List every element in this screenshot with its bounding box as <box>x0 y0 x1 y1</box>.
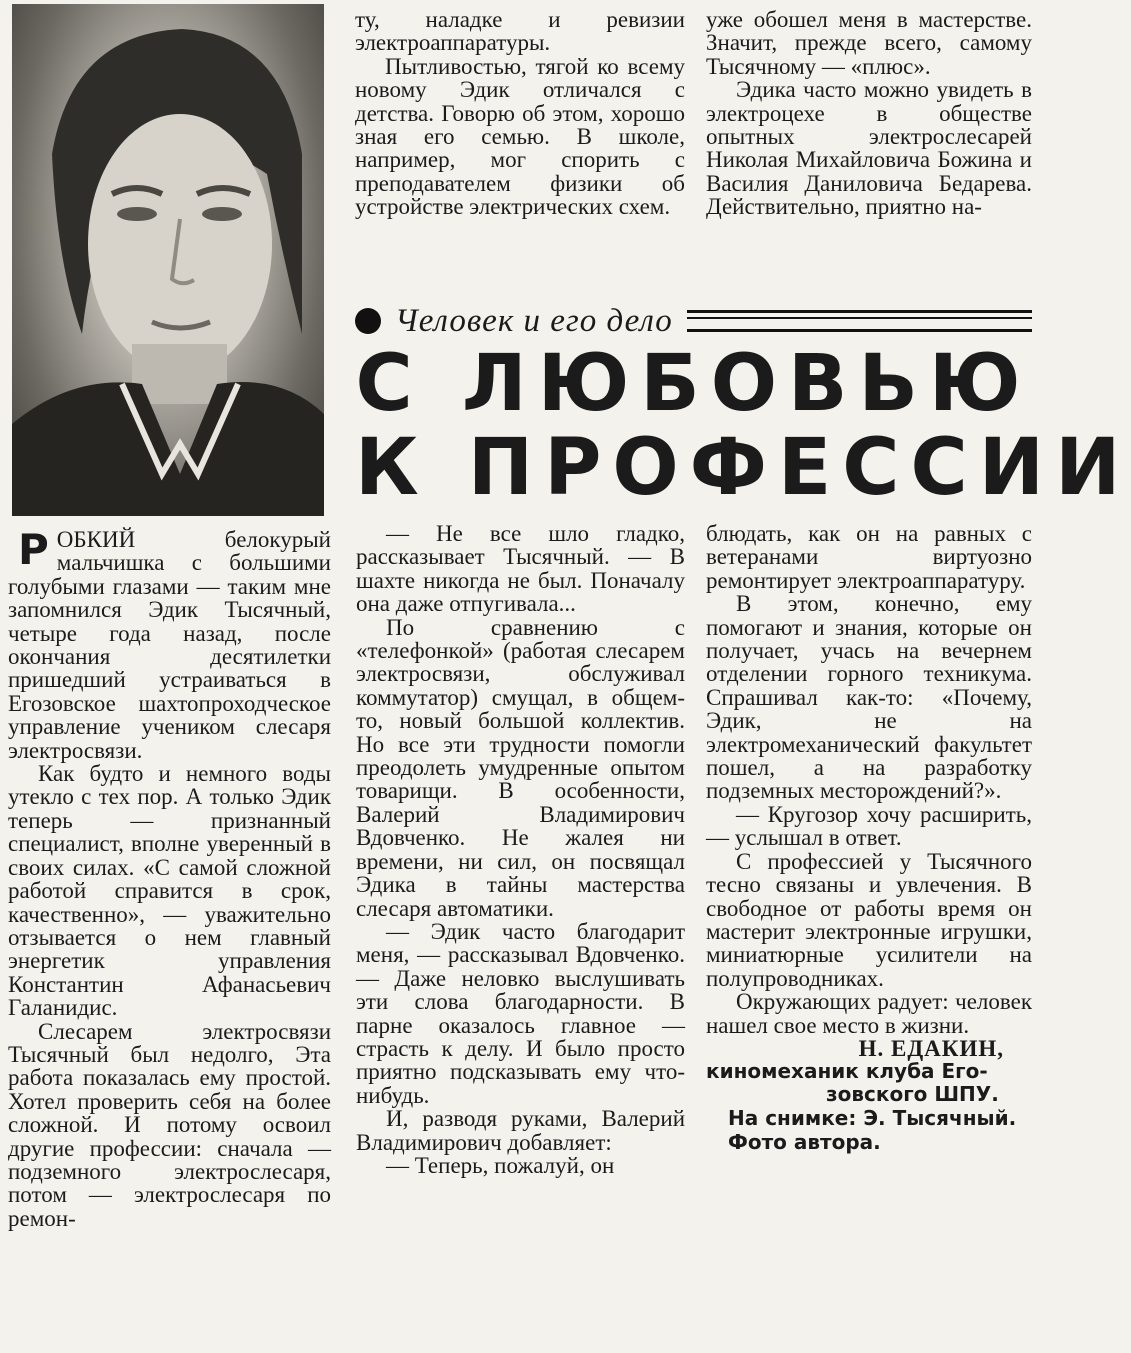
portrait-illustration <box>12 4 324 516</box>
paragraph: уже обошел меня в мастерстве. Значит, прежде всего, самому Тысячному — «плюс». <box>706 7 1032 79</box>
paragraph: Эдика часто можно увидеть в электроцехе в обществе опытных электрослесарей Николая Михайловича Божина и Василия Даниловича Бедарева. Действительно, приятно на- <box>706 77 1032 220</box>
photo-credit: Фото автора. <box>728 1130 881 1155</box>
paragraph: — Не все шло гладко, рассказывает Тысячный. — В шахте никогда не был. Поначалу она даже отпугивала... <box>356 521 685 617</box>
lead-text: ОБКИЙ белокурый мальчишка с большими голубыми глазами — таким мне запомнился Эдик Тысячный, четыре года назад, после окончания десятилетки пришедший устраиваться в Егозовское шахтопроходческое управление учеником слесаря электросвязи. <box>8 527 331 763</box>
paragraph: И, разводя руками, Валерий Владимирович добавляет: <box>356 1106 685 1155</box>
paragraph: — Кругозор хочу расширить, — услышал в ответ. <box>706 801 1032 851</box>
headline-line-2: К ПРОФЕССИИ <box>355 423 1131 513</box>
paragraph: По сравнению с «телефонкой» (работая слесарем электросвязи, обслуживал коммутатор) смущал, в общем-то, новый большой коллектив. Но все эти трудности помогли преодолеть умудренные опытом товарищи. В особенности, Валерий Владимирович Вдовченко. Не жалея ни времени, ни сил, он посвящал Эдика в тайны мастерства слесаря автоматики. <box>356 614 685 921</box>
headline-line-1: С ЛЮБОВЬЮ <box>355 339 1032 429</box>
author-signature: Н. ЕДАКИН, <box>858 1035 1004 1061</box>
article-column-3 <box>706 522 1032 1154</box>
portrait-photo <box>12 4 324 516</box>
paragraph: — Теперь, пожалуй, он <box>386 1152 615 1178</box>
article-column-top-2 <box>706 8 1032 219</box>
paragraph: В этом, конечно, ему помогают и знания, которые он получает, учась на вечернем отделении горного техникума. Спрашивал как-то: «Почему, Эдик, не на электромеханический факультет пошел, а на разработку подземных месторождений?». <box>706 591 1032 804</box>
rule-lines <box>687 310 1032 332</box>
rubric-label: Человек и его дело <box>395 302 673 339</box>
article-column-2 <box>356 522 685 1177</box>
paragraph: блюдать, как он на равных с ветеранами виртуозно ремонтирует электроаппаратуру. <box>706 521 1032 593</box>
drop-cap: Р <box>18 525 49 574</box>
paragraph: Пытливостью, тягой ко всему новому Эдик отличался с детства. Говорю об этом, хорошо зная его семью. В школе, например, мог спорить с преподавателем физики об устройстве электрических схем. <box>355 53 685 220</box>
paragraph: ту, наладке и ревизии электроаппаратуры. <box>355 7 685 56</box>
bullet-icon <box>355 308 381 334</box>
article-column-1 <box>8 525 331 1231</box>
paragraph: — Эдик часто благодарит меня, — рассказывал Вдовченко. — Даже неловко выслушивать эти слова благодарности. В парне оказалось главное — страсть к делу. И было просто приятно подсказывать ему что-нибудь. <box>356 918 685 1108</box>
paragraph: Слесарем электросвязи Тысячный был недолго, Эта работа показалась ему простой. Хотел проверить себя на более сложной. И потому освоил другие профессии: сначала — подземного электрослесаря, потом — электрослесаря по ремон- <box>8 1018 331 1231</box>
lead-paragraph <box>8 525 331 763</box>
article-heading <box>355 300 1131 513</box>
photo-caption: На снимке: Э. Тысячный. <box>728 1106 1017 1131</box>
author-role-cont: зовского ШПУ. <box>826 1082 999 1107</box>
author-role: киномеханик клуба Его- <box>706 1059 988 1084</box>
paragraph: Как будто и немного воды утекло с тех пор. А только Эдик теперь — признанный специалист, вполне уверенный в своих силах. «С самой сложной работой справится в срок, качественно», — уважительно отзывается о нем главный энергетик управления Константин Афанасьевич Галанидис. <box>8 761 331 1021</box>
paragraph: С профессией у Тысячного тесно связаны и увлечения. В свободное от работы время он мастерит электронные игрушки, миниатюрные усилители на полупроводниках. <box>706 848 1032 991</box>
article-column-top-1 <box>355 8 685 219</box>
rubric <box>355 300 1032 342</box>
paragraph: Окружающих радует: человек нашел свое место в жизни. <box>706 989 1032 1038</box>
